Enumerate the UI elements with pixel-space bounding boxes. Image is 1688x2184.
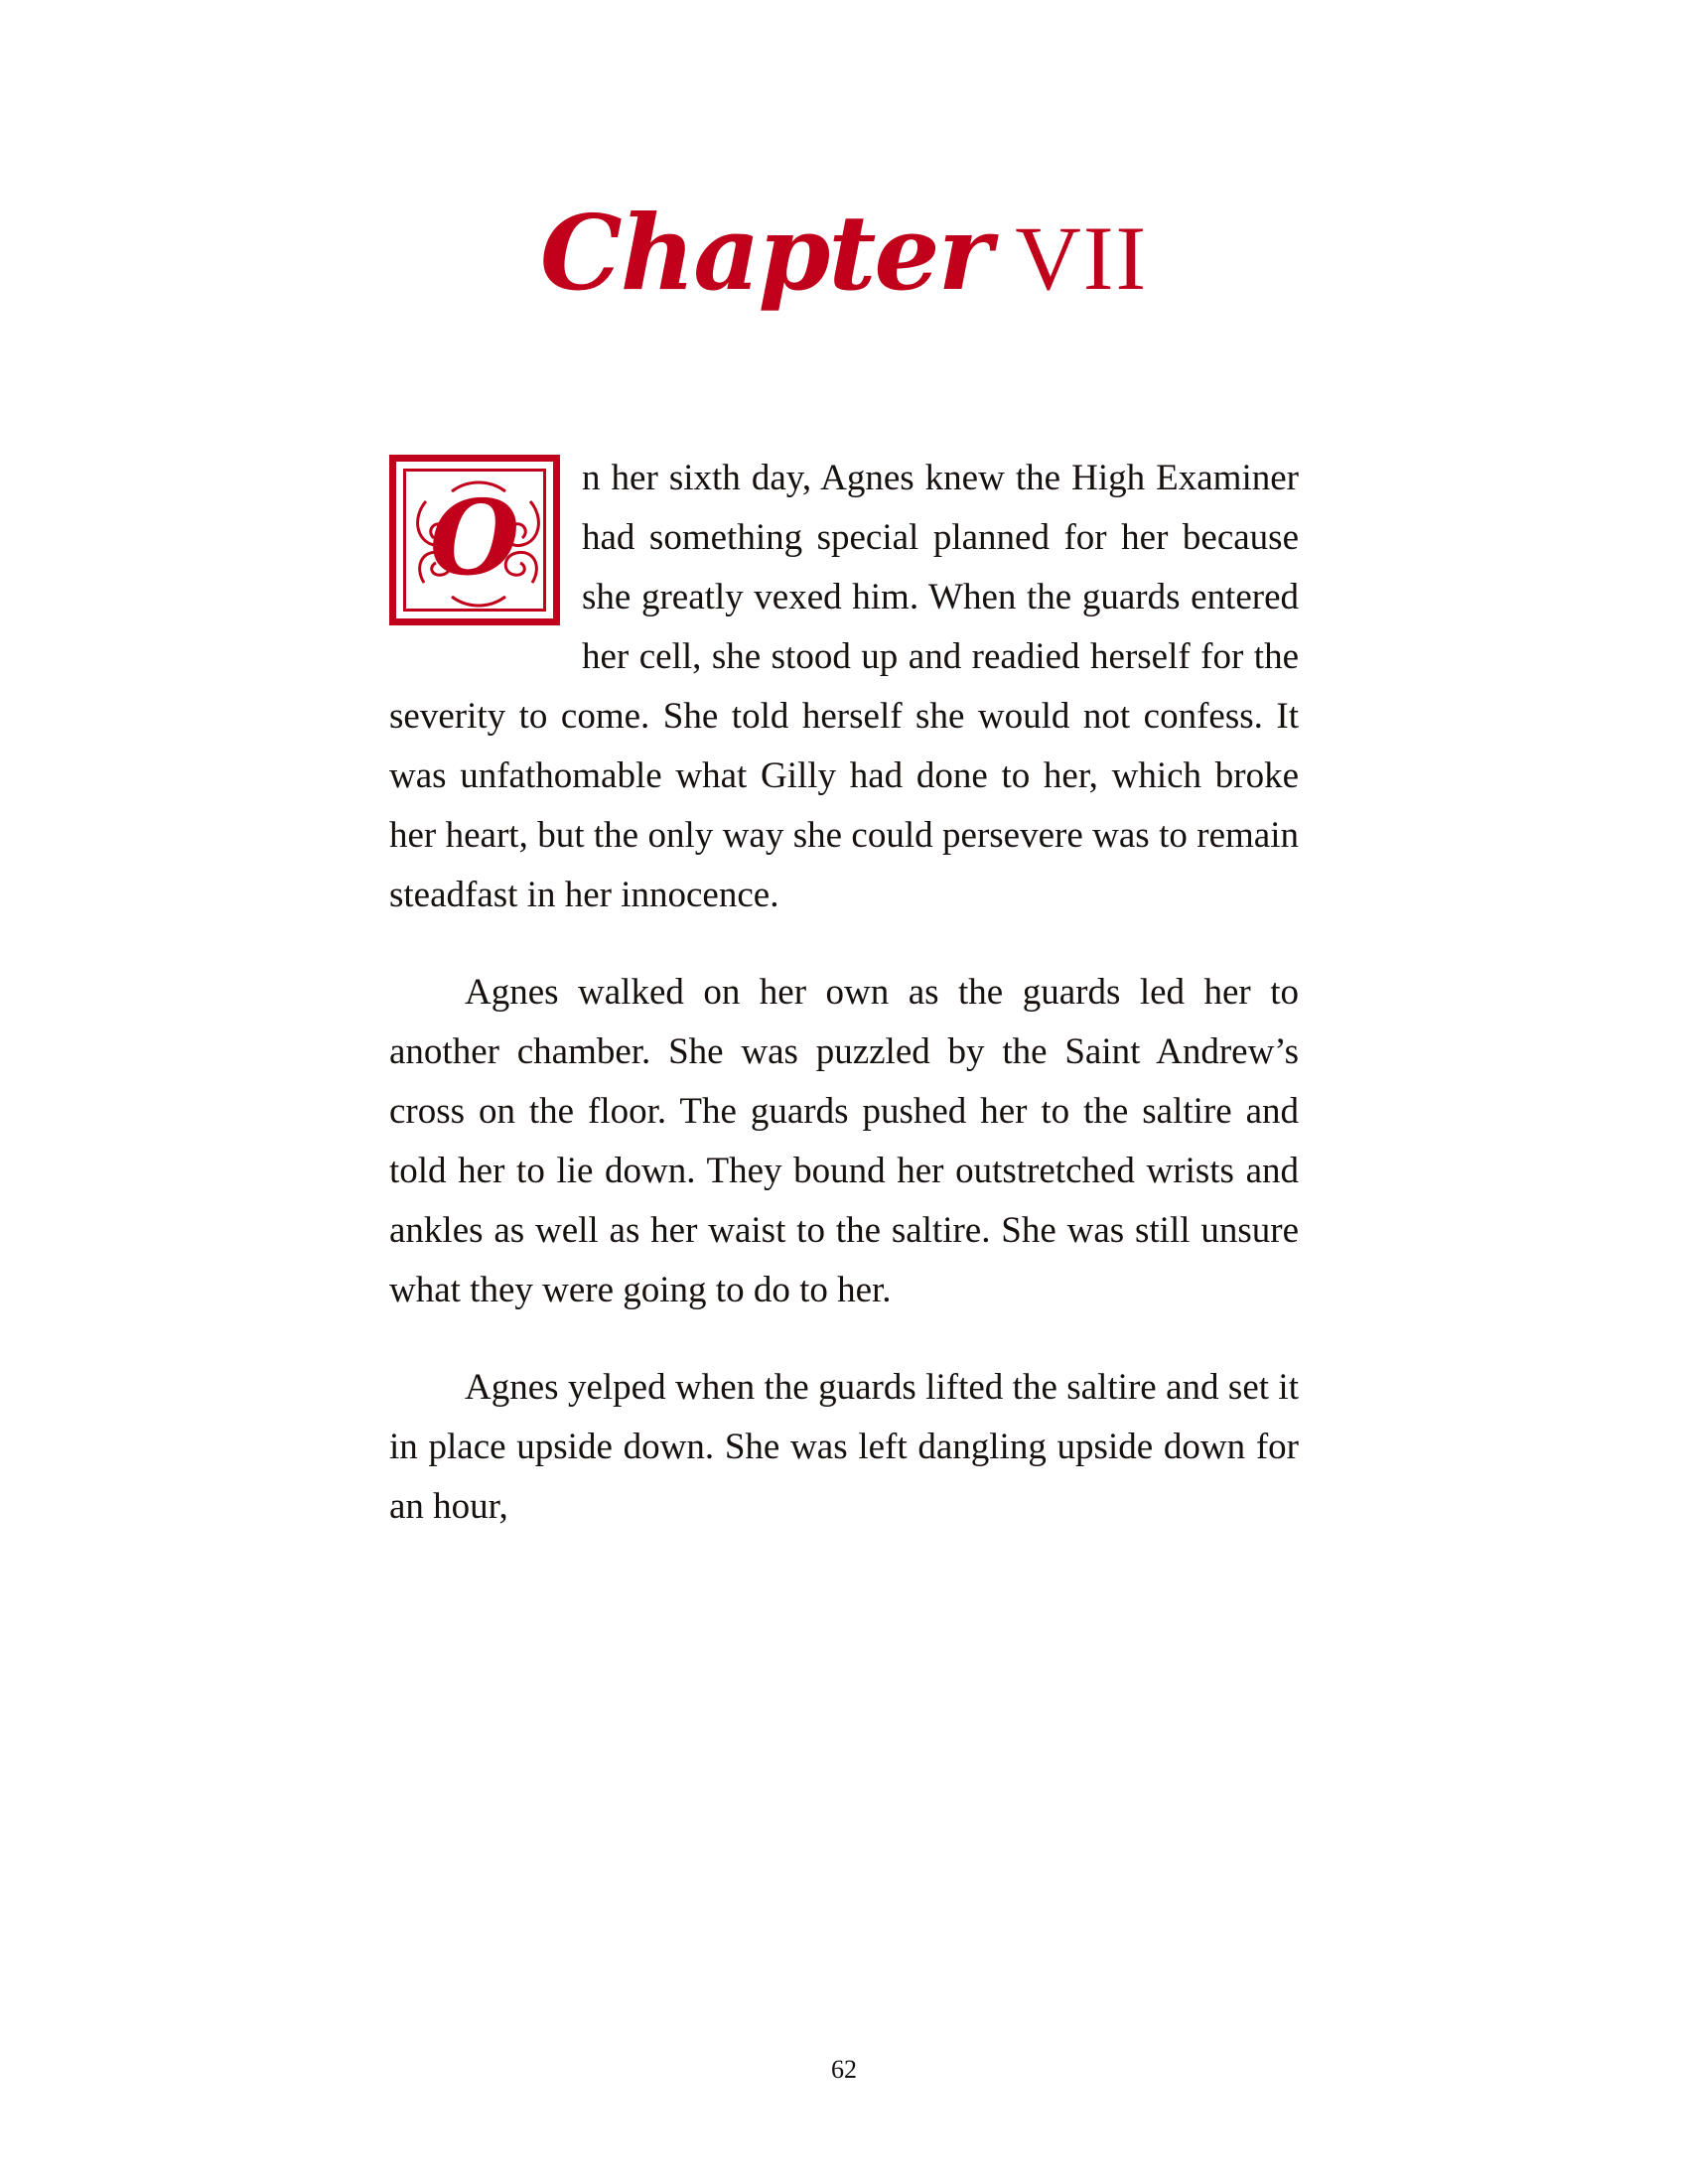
drop-cap-letter: O [429,476,520,599]
paragraph-text: n her sixth day, Agnes knew the High Examiner had something special planned for her because she greatly vexed him. When the guards entered her cell, she stood up and readied herself for the severity to come. She told herself she would not confess. It was unfathomable what Gilly had done to her, which broke her heart, but the only way she could persevere was to remain steadfast in her innocence. [389,458,1299,915]
body-text [389,449,1299,1537]
drop-cap-ornament-icon [389,455,560,625]
paragraph-first [389,449,1299,925]
page-title [0,0,1688,314]
paragraph-third: Agnes yelped when the guards lifted the saltire and set it in place upside down. She was left dangling upside down for an hour, [389,1367,1299,1527]
paragraph-second: Agnes walked on her own as the guards led her to another chamber. She was puzzled by the Saint Andrew’s cross on the floor. The guards pushed her to the saltire and told her to lie down. They bound her outstretched wrists and ankles as well as her waist to the saltire. She was still unsure what they were going to do to her. [389,972,1299,1310]
chapter-title-word: Chapter [539,192,991,314]
chapter-title-numeral: VII [1015,207,1149,309]
page-number: 62 [831,2055,857,2084]
